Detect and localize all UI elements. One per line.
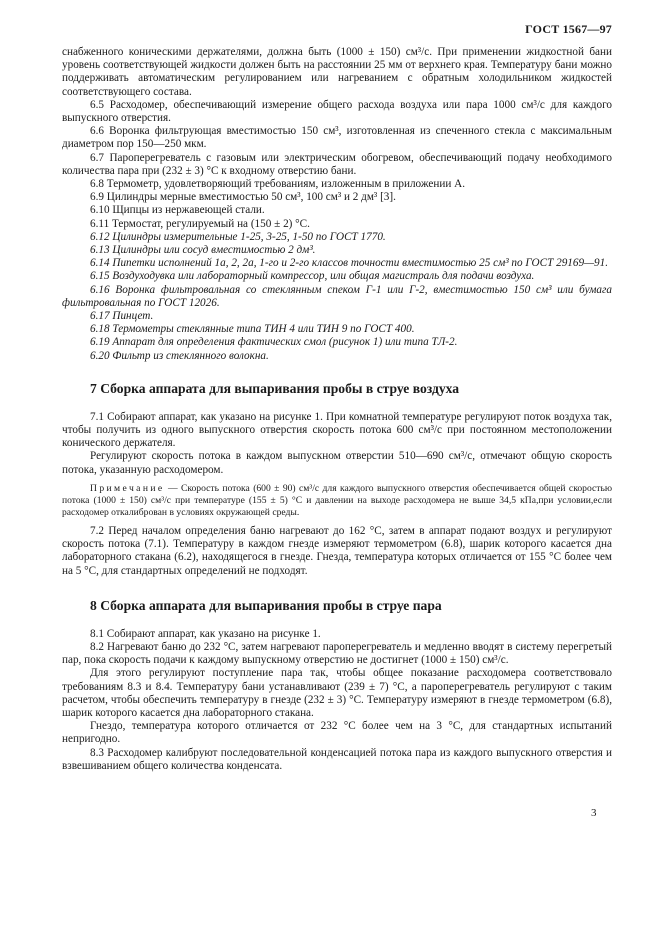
paragraph-6-17: 6.17 Пинцет. [90,310,154,323]
document-page [62,22,612,773]
paragraph-6-8: 6.8 Термометр, удовлетворяющий требованиям, изложенным в приложении А. [90,178,466,191]
paragraph-8-3: 8.3 Расходомер калибруют последовательной конденсацией потока пара из каждого выпускного отверстия и взвешиванием общего количества конденсата. [62,746,612,772]
paragraph-7-1-flow: Регулируют скорость потока в каждом выпускном отверстии 510—690 см³/с, отмечают общую скорость потока, указанную расходомером. [62,450,612,476]
paragraph-6-18: 6.18 Термометры стеклянные типа ТИН 4 или ТИН 9 по ГОСТ 400. [90,323,415,336]
note-block [62,483,612,519]
page-number: 3 [591,807,597,819]
paragraph-6-15: 6.15 Воздуходувка или лабораторный компрессор, или общая магистраль для подачи воздуха. [90,270,535,283]
paragraph-6-10: 6.10 Щипцы из нержавеющей стали. [90,204,265,217]
note-text: — Скорость потока (600 ± 90) см³/с для каждого выпускного отверстия обеспечивается общей скоростью потока (1000 ± 150) см³/с при температуре (155 ± 5) °С и давлении на выходе расходомера не выше 34,5 кПа,при условии,если расходомер откалиброван в условиях окружающей среды. [62,482,612,518]
paragraph-6-14: 6.14 Пипетки исполнений 1а, 2, 2а, 1-го и 2-го классов точности вместимостью 25 см³ по ГОСТ 29169—91. [90,257,609,270]
paragraph-7-1: 7.1 Собирают аппарат, как указано на рисунке 1. При комнатной температуре регулируют поток воздуха так, чтобы получить из одного выпускного отверстия скорость потока 600 см³/с при постоянном местоположении конического держателя. [62,410,612,450]
paragraph-continuation: снабженного коническими держателями, должна быть (1000 ± 150) см³/с. При применении жидкостной бани уровень соответствующей жидкости должен быть на расстоянии 25 мм от верхнего края. Температуру бани можно поддерживать автоматическим регулированием или нагреванием с обратным холодильником жидкостей соответствующего состава. [62,46,612,98]
note-label: Примечание [90,482,165,494]
paragraph-6-11: 6.11 Термостат, регулируемый на (150 ± 2) °С. [90,217,310,230]
paragraph-6-16: 6.16 Воронка фильтровальная со стеклянным спеком Г-1 или Г-2, вместимостью 150 см³ или бумага фильтровальная по ГОСТ 12026. [62,283,612,309]
paragraph-8-2: 8.2 Нагревают баню до 232 °С, затем нагревают пароперегреватель и медленно вводят в систему перегретый пар, пока скорость подачи к каждому выпускному отверстию не достигнет (1000 ± 150) см³/с. [62,640,612,667]
paragraph-6-12: 6.12 Цилиндры измерительные 1-25, 3-25, 1-50 по ГОСТ 1770. [90,230,386,243]
paragraph-8-2-regulation: Для этого регулируют поступление пара так, чтобы общее показание расходомера соответствовало требованиям 8.3 и 8.4. Температуру бани устанавливают (239 ± 7) °С, а пароперегреватель регулируют с таким расчетом, чтобы обеспечить температуру в гнезде (232 ± 3) °С. Температуру измеряют в гнезде термометром (6.8), шарик которого касается дна лабораторного стакана. [62,667,612,719]
standard-code-header: ГОСТ 1567—97 [525,22,612,36]
paragraph-6-19: 6.19 Аппарат для определения фактических смол (рисунок 1) или типа ТЛ-2. [90,336,458,349]
paragraph-6-20: 6.20 Фильтр из стеклянного волокна. [90,349,269,362]
section-8-heading: 8 Сборка аппарата для выпаривания пробы в струе пара [90,597,442,613]
paragraph-8-1: 8.1 Собирают аппарат, как указано на рисунке 1. [90,627,321,640]
section-7-heading: 7 Сборка аппарата для выпаривания пробы в струе воздуха [90,380,460,396]
paragraph-6-9: 6.9 Цилиндры мерные вместимостью 50 см³, 100 см³ и 2 дм³ [3]. [90,191,396,204]
paragraph-8-2-socket: Гнездо, температура которого отличается от 232 °С более чем на 3 °С, для стандартных испытаний непригодно. [62,720,612,746]
paragraph-6-13: 6.13 Цилиндры или сосуд вместимостью 2 дм³. [90,244,316,257]
paragraph-6-5: 6.5 Расходомер, обеспечивающий измерение общего расхода воздуха или пара 1000 см³/с для каждого выпускного отверстия. [62,98,612,125]
paragraph-6-6: 6.6 Воронка фильтрующая вместимостью 150 см³, изготовленная из спеченного стекла с максимальным диаметром пор 150—250 мкм. [62,125,612,151]
paragraph-6-7: 6.7 Пароперегреватель с газовым или электрическим обогревом, обеспечивающий подачу необходимого количества пара при (232 ± 3) °С к входному отверстию бани. [62,151,612,177]
paragraph-7-2: 7.2 Перед началом определения баню нагревают до 162 °С, затем в аппарат подают воздух и регулируют скорость потока (7.1). Температуру в каждом гнезде измеряют термометром (6.8), шарик которого касается дна лабораторного стакана (6.2), находящегося в гнезде. Гнезда, температура которых отличается от 155 °С более чем на 5 °С, для стандартных определений не подходят. [62,524,612,577]
